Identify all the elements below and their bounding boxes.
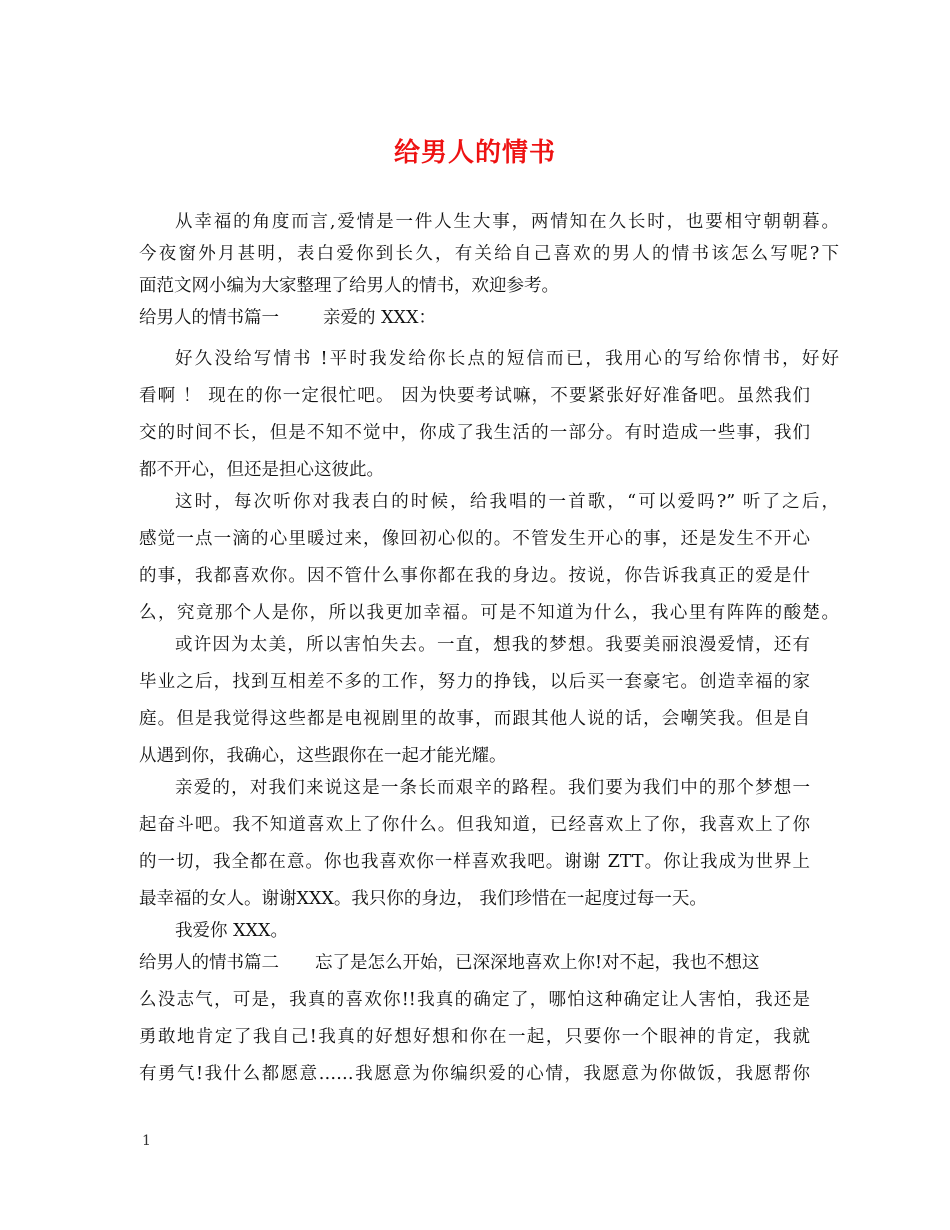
paragraph-4-line-3: 的一切，我全都在意。你也我喜欢你一样喜欢我吧。谢谢 ZTT。你让我成为世界上: [139, 852, 810, 872]
intro-line-1: 从幸福的角度而言,爱情是一件人生大事，两情知在久长时，也要相守朝朝暮。: [175, 212, 839, 232]
paragraph-4-line-2: 起奋斗吧。我不知道喜欢上了你什么。但我知道，已经喜欢上了你，我喜欢上了你: [139, 815, 810, 835]
paragraph-3-line-2: 毕业之后，找到互相差不多的工作，努力的挣钱，以后买一套豪宅。创造幸福的家: [139, 672, 810, 692]
paragraph-4-line-4: 最幸福的女人。谢谢XXX。我只你的身边， 我们珍惜在一起度过每一天。: [139, 889, 707, 909]
section-one-salutation: 亲爱的 XXX：: [323, 308, 436, 328]
paragraph-1-line-4: 都不开心，但还是担心这彼此。: [139, 460, 384, 480]
paragraph-2-line-2: 感觉一点一滴的心里暖过来，像回初心似的。不管发生开心的事，还是发生不开心: [139, 529, 810, 549]
intro-line-2: 今夜窗外月甚明，表白爱你到长久，有关给自己喜欢的男人的情书该怎么写呢?下: [139, 244, 839, 264]
paragraph-3-line-1: 或许因为太美，所以害怕失去。一直，想我的梦想。我要美丽浪漫爱情，还有: [175, 635, 810, 655]
section-one-heading: 给男人的情书篇一: [139, 308, 279, 328]
closing-line: 我爱你 XXX。: [175, 921, 288, 941]
paragraph-2-line-4: 么，究竟那个人是你，所以我更加幸福。可是不知道为什么，我心里有阵阵的酸楚。: [139, 603, 839, 623]
section-two-line-4: 有勇气!我什么都愿意……我愿意为你编织爱的心情，我愿意为你做饭，我愿帮你: [139, 1064, 810, 1084]
section-two-line-2: 么没志气，可是，我真的喜欢你!!我真的确定了，哪怕这种确定让人害怕，我还是: [139, 990, 810, 1010]
paragraph-2-line-3: 的事，我都喜欢你。因不管什么事你都在我的身边。按说，你告诉我真正的爱是什: [139, 566, 810, 586]
section-two-heading-line: [139, 950, 839, 976]
section-two-heading: 给男人的情书篇二: [139, 953, 279, 973]
paragraph-1-line-3: 交的时间不长，但是不知不觉中，你成了我生活的一部分。有时造成一些事，我们: [139, 423, 810, 443]
section-one-heading-line: [139, 305, 839, 331]
paragraph-3-line-4: 从遇到你，我确心，这些跟你在一起才能光耀。: [139, 746, 507, 766]
paragraph-1-line-2: 看啊 ！ 现在的你一定很忙吧。 因为快要考试嘛，不要紧张好好准备吧。虽然我们: [139, 386, 810, 406]
section-two-text: 忘了是怎么开始，已深深地喜欢上你!对不起，我也不想这: [315, 953, 760, 973]
paragraph-4-line-1: 亲爱的，对我们来说这是一条长而艰辛的路程。我们要为我们中的那个梦想一: [175, 778, 810, 798]
paragraph-2-line-1: 这时，每次听你对我表白的时候，给我唱的一首歌，“可以爱吗?” 听了之后，: [175, 492, 839, 512]
section-two-line-3: 勇敢地肯定了我自己!我真的好想好想和你在一起，只要你一个眼神的肯定，我就: [139, 1027, 810, 1047]
page-number: 1: [142, 1133, 151, 1149]
document-title: 给男人的情书: [393, 138, 556, 168]
paragraph-1-line-1: 好久没给写情书 !平时我发给你长点的短信而已，我用心的写给你情书，好好: [175, 349, 839, 369]
intro-line-3: 面范文网小编为大家整理了给男人的情书，欢迎参考。: [139, 276, 559, 296]
paragraph-3-line-3: 庭。但是我觉得这些都是电视剧里的故事，而跟其他人说的话，会嘲笑我。但是自: [139, 709, 810, 729]
